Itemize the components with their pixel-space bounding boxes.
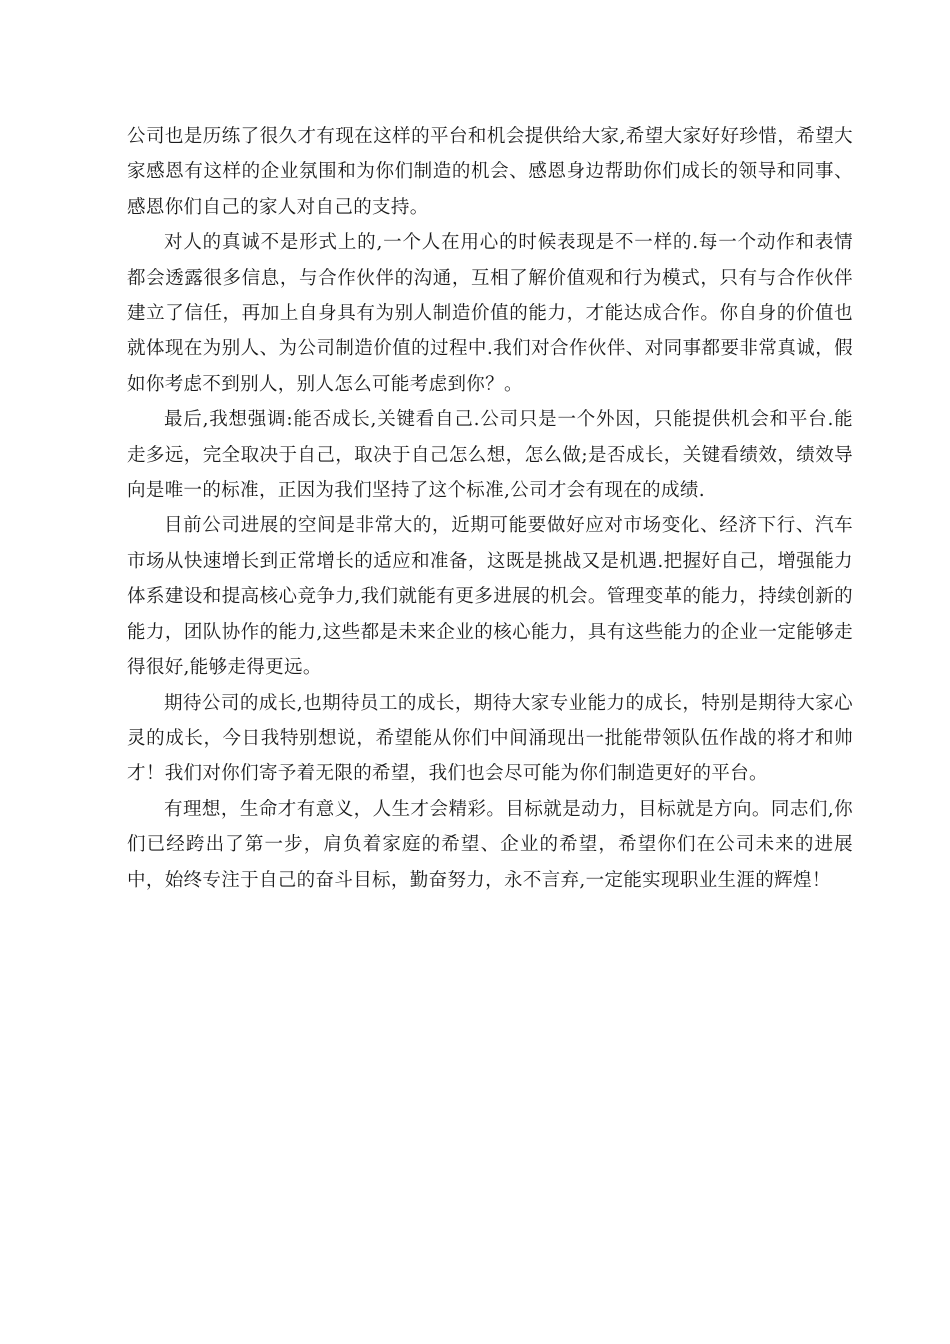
paragraph-1: 公司也是历练了很久才有现在这样的平台和机会提供给大家,希望大家好好珍惜，希望大家感恩有这样的企业氛围和为你们制造的机会、感恩身边帮助你们成长的领导和同事、感恩你们自己的家人对自己的支持。 — [127, 126, 853, 218]
paragraph-6: 有理想，生命才有意义，人生才会精彩。目标就是动力，目标就是方向。同志们,你们已经跨出了第一步，肩负着家庭的希望、企业的希望，希望你们在公司未来的进展中，始终专注于自己的奋斗目标，勤奋努力，永不言弃,一定能实现职业生涯的辉煌！ — [127, 798, 853, 891]
paragraph-5: 期待公司的成长,也期待员工的成长，期待大家专业能力的成长，特别是期待大家心灵的成长，今日我特别想说，希望能从你们中间涌现出一批能带领队伍作战的将才和帅才！我们对你们寄予着无限的希望，我们也会尽可能为你们制造更好的平台。 — [127, 692, 853, 785]
paragraph-4: 目前公司进展的空间是非常大的，近期可能要做好应对市场变化、经济下行、汽车市场从快速增长到正常增长的适应和准备，这既是挑战又是机遇.把握好自己，增强能力体系建设和提高核心竞争力,我们就能有更多进展的机会。管理变革的能力，持续创新的能力，团队协作的能力,这些都是未来企业的核心能力，具有这些能力的企业一定能够走得很好,能够走得更远。 — [127, 515, 853, 679]
paragraph-3: 最后,我想强调:能否成长,关键看自己.公司只是一个外因，只能提供机会和平台.能走多远，完全取决于自己，取决于自己怎么想，怎么做;是否成长，关键看绩效，绩效导向是唯一的标准，正因为我们坚持了这个标准,公司才会有现在的成绩. — [127, 409, 853, 502]
document-body — [127, 119, 853, 898]
paragraph-2: 对人的真诚不是形式上的,一个人在用心的时候表现是不一样的.每一个动作和表情都会透露很多信息，与合作伙伴的沟通，互相了解价值观和行为模式，只有与合作伙伴建立了信任，再加上自身具有为别人制造价值的能力，才能达成合作。你自身的价值也就体现在为别人、为公司制造价值的过程中.我们对合作伙伴、对同事都要非常真诚，假如你考虑不到别人，别人怎么可能考虑到你？。 — [127, 232, 853, 395]
